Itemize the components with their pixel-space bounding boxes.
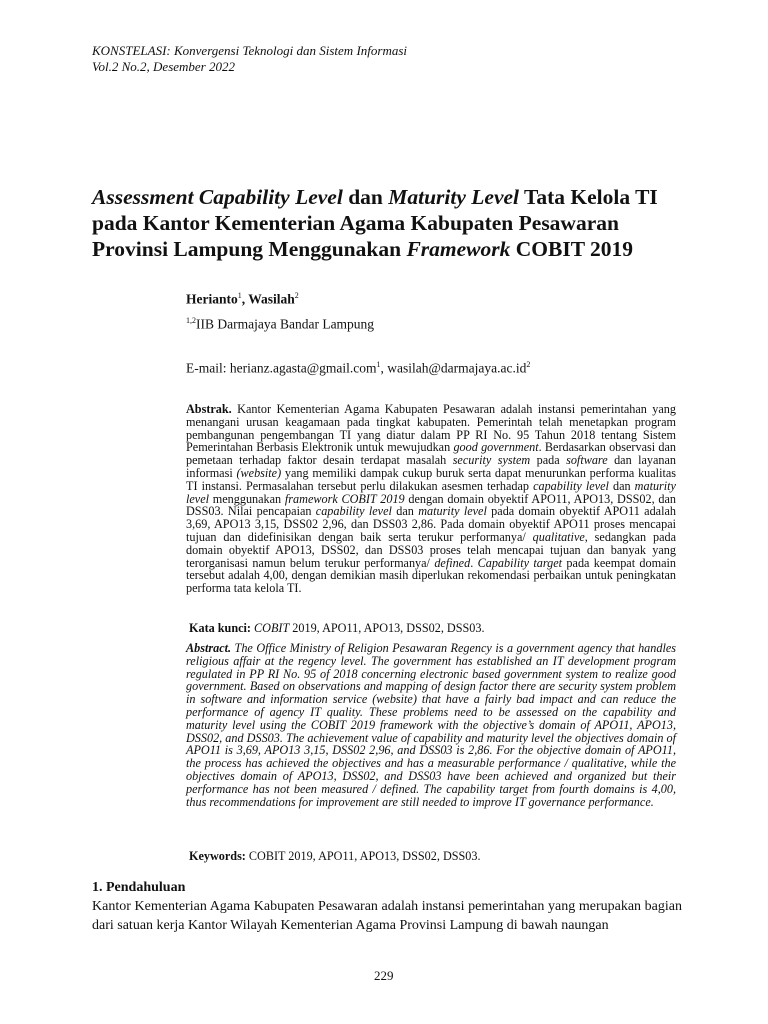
- abstrak-text: dengan domain obyektif APO11, APO13, DSS02, dan DSS03. Nilai pencapaian: [186, 491, 676, 519]
- kata-kunci-text: 2019, APO11, APO13, DSS02, DSS03.: [289, 621, 485, 635]
- abstrak-text: dan layanan informasi: [186, 453, 676, 480]
- author-sup: 1: [237, 291, 242, 300]
- authors: [186, 291, 299, 308]
- abstrak-italic: software: [566, 453, 608, 468]
- title-part: dan: [342, 185, 389, 209]
- email-text: , wasilah@darmajaya.ac.id: [380, 360, 527, 376]
- abstrak-italic: qualitative: [532, 529, 585, 544]
- keywords-text: COBIT 2019, APO11, APO13, DSS02, DSS03.: [245, 849, 481, 863]
- abstrak-italic: defined: [434, 555, 471, 570]
- abstrak-italic: (website): [236, 465, 282, 480]
- abstrak-text: pada domain obyektif APO11 adalah 3,69, APO13 3,15, DSS02 2,96, dan DSS03 2,86. Pada domain obyektif APO11 proses mencapai tujuan dan didefinisikan dengan baik serta terukur performanya/: [186, 504, 676, 544]
- kata-kunci: [189, 621, 485, 636]
- abstrak-text: yang memiliki dampak cukup buruk serta dapat menurunkan performa kualitas TI instansi. Permasalahan tersebut perlu dilakukan asesmen terhadap: [186, 465, 676, 493]
- abstrak-italic: Capability target: [477, 555, 563, 570]
- kata-kunci-label: Kata kunci:: [189, 621, 251, 635]
- title-part: Tata Kelola TI pada Kantor Kementerian Agama Kabupaten Pesawaran Provinsi Lampung Menggunakan: [92, 185, 658, 261]
- author-separator: ,: [241, 291, 249, 307]
- abstrak-text: pada keempat domain tersebut adalah 4,00, dengan demikian masih diperlukan rekomendasi perbaikan untuk peningkatan performa tata kelola TI.: [186, 555, 676, 596]
- title-part: Assessment Capability Level: [92, 185, 343, 209]
- abstrak-italic: framework COBIT 2019: [284, 491, 405, 506]
- title-part: COBIT 2019: [510, 237, 634, 261]
- abstrak-text: , sedangkan pada domain obyektif APO13, DSS02, dan DSS03 proses telah mencapai tujuan dan banyak yang terorganisasi namun belum terukur performanya/: [186, 529, 676, 570]
- abstrak-text: dan: [391, 504, 419, 519]
- paper-title: [92, 184, 692, 262]
- title-part: Framework: [406, 237, 511, 261]
- kata-kunci-italic: COBIT: [254, 621, 290, 635]
- section-heading: 1. Pendahuluan: [92, 880, 186, 895]
- abstrak-italic: maturity level: [186, 478, 676, 506]
- abstrak-italic: good government: [453, 440, 539, 455]
- title-part: Maturity Level: [388, 185, 519, 209]
- abstract-paragraph: [186, 642, 676, 808]
- keywords-label: Keywords:: [189, 849, 246, 863]
- journal-name: KONSTELASI: Konvergensi Teknologi dan Sistem Informasi: [92, 43, 408, 58]
- abstrak-italic: security system: [452, 453, 531, 468]
- page-number: 229: [374, 968, 394, 983]
- abstrak-label: Abstrak.: [186, 402, 232, 416]
- abstrak-italic: capability level: [315, 504, 392, 519]
- email-sup: 2: [526, 360, 531, 369]
- affiliation-text: IIB Darmajaya Bandar Lampung: [196, 316, 375, 332]
- affiliation: [186, 316, 374, 333]
- keywords: [189, 849, 481, 864]
- email-text: E-mail: herianz.agasta@gmail.com: [186, 360, 377, 376]
- author-email: [186, 360, 530, 377]
- journal-volume: Vol.2 No.2, Desember 2022: [92, 59, 235, 74]
- journal-header: [92, 43, 407, 75]
- section-body: Kantor Kementerian Agama Kabupaten Pesawaran adalah instansi pemerintahan yang merupakan bagian dari satuan kerja Kantor Wilayah Kementerian Agama Provinsi Lampung di bawah naungan: [92, 899, 682, 933]
- abstrak-italic: maturity level: [418, 504, 487, 519]
- abstrak-paragraph: [186, 403, 676, 595]
- abstrak-italic: capability level: [533, 478, 609, 493]
- abstract-text: The Office Ministry of Religion Pesawaran Regency is a government agency that handles religious affair at the regency level. The government has established an IT development program regulated in PP RI No. 95 of 2018 concerning electronic based government system to realize good government. Based on observations and mapping of design factor there are security system problem in software and information service (website) that have a fairly bad impact and can reduce the performance of agency IT quality. These problems need to be assessed on the capability and maturity level using the COBIT 2019 framework with the objective’s domain of APO11, APO13, DSS02, and DSS03. The achievement value of capability and maturity level the objectives domain of APO11 is 3,69, APO13 3,15, DSS02 2,96, and DSS03 is 2,86. For the objective domain of APO11, the process has achieved the objectives and has a measurable performance / qualitative, while the objectives domain of APO13, DSS02, and DSS03 have been achieved and organized but their performance has not been measured / defined. The capability target from fourth domains is 4,00, thus recommendations for improvement are still needed to improve IT governance performance.: [186, 641, 676, 809]
- email-sup: 1: [376, 360, 381, 369]
- author-name: Herianto: [186, 291, 238, 307]
- abstrak-text: . Berdasarkan observasi dan pemetaan terhadap faktor desain terdapat masalah: [186, 440, 676, 468]
- abstrak-text: pada: [530, 453, 567, 468]
- affiliation-sup: 1,2: [186, 316, 196, 325]
- abstrak-text: Kantor Kementerian Agama Kabupaten Pesawaran adalah instansi pemerintahan yang menangani urusan keagamaan pada tingkat kabupaten. Pemerintah telah menetapkan program pembangunan pengembangan TI yang diatur dalam PP RI No. 95 Tahun 2018 tentang Sistem Pemerintahan Berbasis Elektronik untuk mewujudkan: [186, 402, 676, 455]
- abstrak-text: .: [470, 555, 478, 570]
- author-name: Wasilah: [248, 291, 295, 307]
- abstract-label: Abstract.: [186, 641, 232, 655]
- abstrak-text: menggunakan: [209, 491, 285, 506]
- author-sup: 2: [294, 291, 299, 300]
- abstrak-text: dan: [608, 478, 635, 493]
